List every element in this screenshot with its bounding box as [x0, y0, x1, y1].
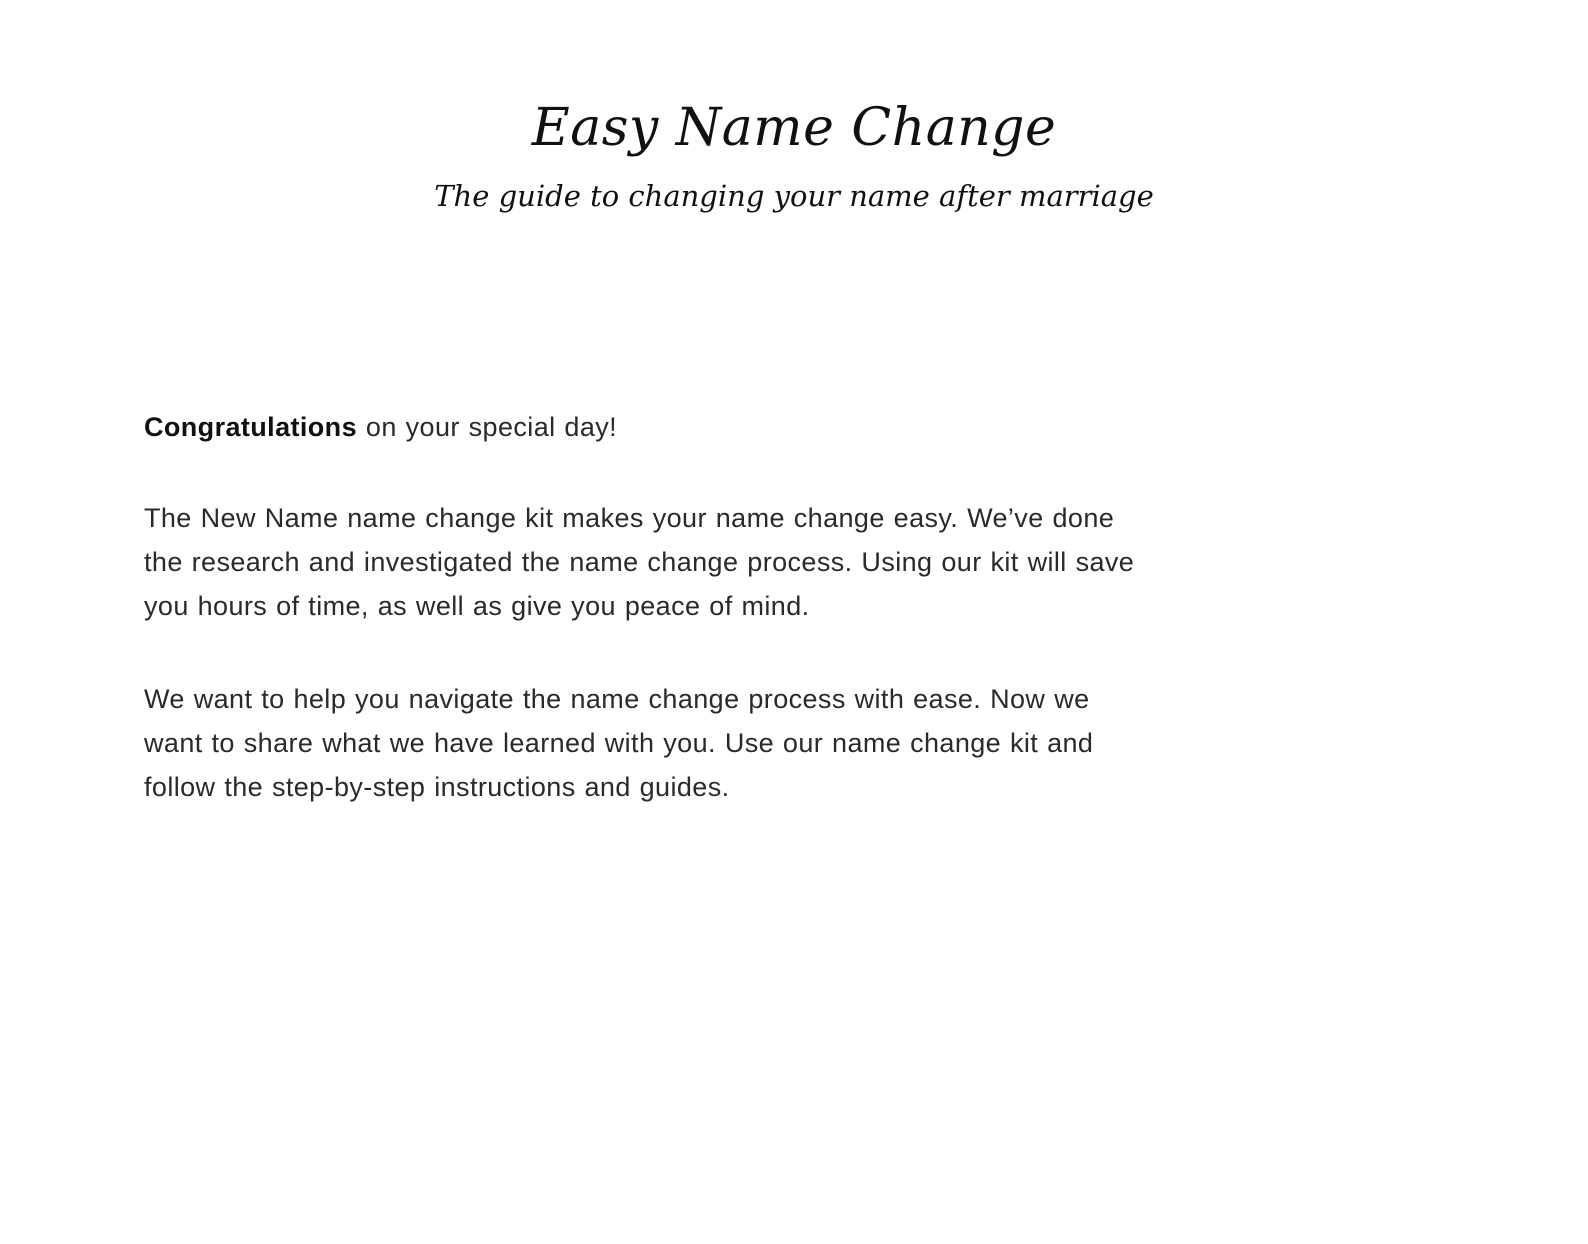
intro-line-1: The New Name name change kit makes your name change easy. We’ve done — [144, 503, 1115, 533]
intro-line-3: you hours of time, as well as give you peace of mind. — [144, 591, 810, 621]
intro-line-2: the research and investigated the name change process. Using our kit will save — [144, 547, 1135, 577]
document-subtitle: The guide to changing your name after marriage — [434, 179, 1154, 213]
help-paragraph — [144, 677, 1284, 809]
greeting-rest: on your special day! — [357, 412, 618, 442]
help-line-3: follow the step-by-step instructions and guides. — [144, 772, 730, 802]
greeting-bold-word: Congratulations — [144, 412, 357, 442]
intro-paragraph — [144, 496, 1284, 628]
document-title: Easy Name Change — [531, 98, 1057, 158]
help-line-2: want to share what we have learned with you. Use our name change kit and — [144, 728, 1094, 758]
help-line-1: We want to help you navigate the name change process with ease. Now we — [144, 684, 1090, 714]
greeting-line — [144, 405, 1284, 449]
